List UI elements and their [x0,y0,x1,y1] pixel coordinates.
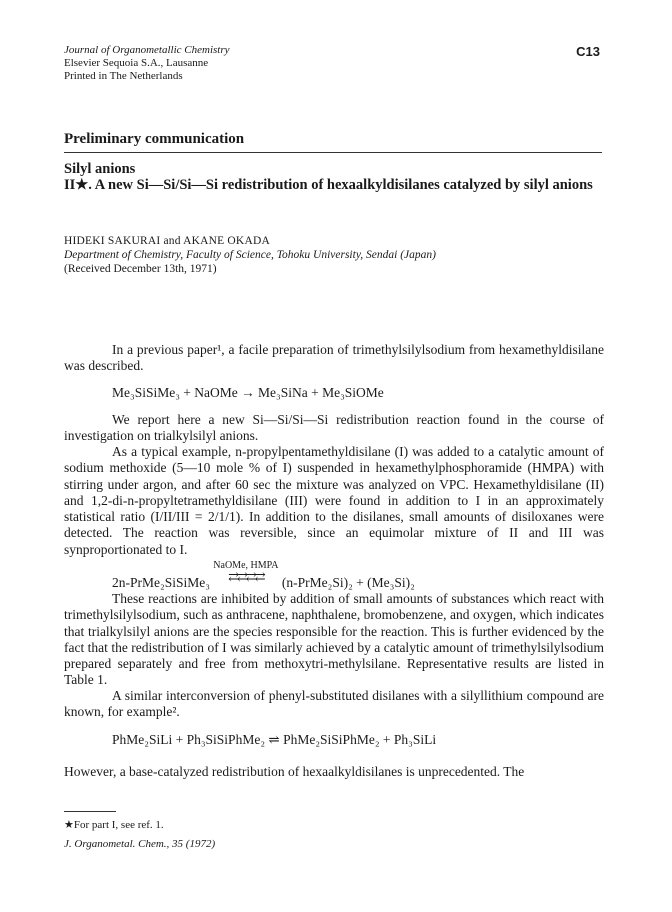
section-heading: Preliminary communication [64,131,245,147]
equation-2-right: (n-PrMe₂Si)₂ + (Me₃Si)₂ [281,575,415,590]
title-line-2: II★. A new Si—Si/Si—Si redistribution of hexaalkyldisilanes catalyzed by silyl anions [64,177,593,193]
equation-1: Me₃SiSiMe₃ + NaOMe → Me₃SiNa + Me₃SiOMe [112,385,384,400]
paragraph-1-text: In a previous paper¹, a facile preparation of trimethylsilylsodium from hexamethyldisilane was described. [64,342,604,374]
section-rule [64,152,602,153]
journal-header [64,44,230,83]
footnote: ★For part I, see ref. 1. [64,819,164,831]
paragraph-6-text: However, a base-catalyzed redistribution of hexaalkyldisilanes is unprecedented. The [64,764,525,779]
paragraph-5 [64,688,604,721]
article-title [64,161,604,193]
equation-2 [112,560,415,591]
paragraph-3-text: As a typical example, n-propylpentamethyldisilane (I) was added to a catalytic amount of sodium methoxide (5—10 mole % of I) suspended in hexamethylphosphoramide (HMPA) with stirring under argon, and after 60 sec the mixture was analyzed on VPC. Hexamethyldisilane (II) and 1,2-di-n-propyltetramethyldisilane (III) were found in addition to I in an approximately statistical ratio (I/II/III = 2/1/1). In addition to the disilanes, small amounts of disiloxanes were detected. The reaction was reversible, since an equimolar mixture of II and III was synproportionated to I. [64,444,604,557]
page-number: C13 [576,44,600,59]
paragraph-2-text: We report here a new Si—Si/Si—Si redistribution reaction found in the course of investigation on trialkylsilyl anions. [64,412,604,444]
equation-2-left: 2n-PrMe₂SiSiMe₃ [112,575,210,590]
paragraph-6 [64,764,604,780]
paragraph-4-text: These reactions are inhibited by addition of small amounts of substances which react with trimethylsilylsodium, such as anthracene, naphthalene, bromobenzene, and oxygen, which indicates that trialkylsilyl anions are the species responsible for the reaction. This is further evidenced by the fact that the redistribution of I was similarly achieved by a catalytic amount of trimethylsilylsodium prepared separately and free from methoxytri-methylsilane. Representative results are listed in Table 1. [64,591,604,688]
authors: HIDEKI SAKURAI and AKANE OKADA [64,235,270,247]
paragraph-5-text: A similar interconversion of phenyl-substituted disilanes with a silyllithium compound are known, for example². [64,688,604,720]
printed-line: Printed in The Netherlands [64,70,183,82]
paragraph-2 [64,412,604,445]
affiliation: Department of Chemistry, Faculty of Science, Tohoku University, Sendai (Japan) [64,249,436,261]
paragraph-3 [64,444,604,558]
arrow-label: NaOMe, HMPA [213,560,279,571]
equilibrium-arrow [213,560,278,582]
publisher-line: Elsevier Sequoia S.A., Lausanne [64,57,209,69]
journal-name: Journal of Organometallic Chemistry [64,44,230,56]
received-date: (Received December 13th, 1971) [64,263,217,275]
title-line-1: Silyl anions [64,161,136,177]
equation-3: PhMe₂SiLi + Ph₃SiSiPhMe₂ ⇌ PhMe₂SiSiPhMe₂ + Ph₃SiLi [112,732,437,747]
footnote-rule [64,811,116,812]
paragraph-1 [64,342,604,375]
paragraph-4 [64,591,604,689]
journal-citation: J. Organometal. Chem., 35 (1972) [64,838,216,850]
arrow-icon: ⇄⇄⇄⇄ [228,569,264,584]
